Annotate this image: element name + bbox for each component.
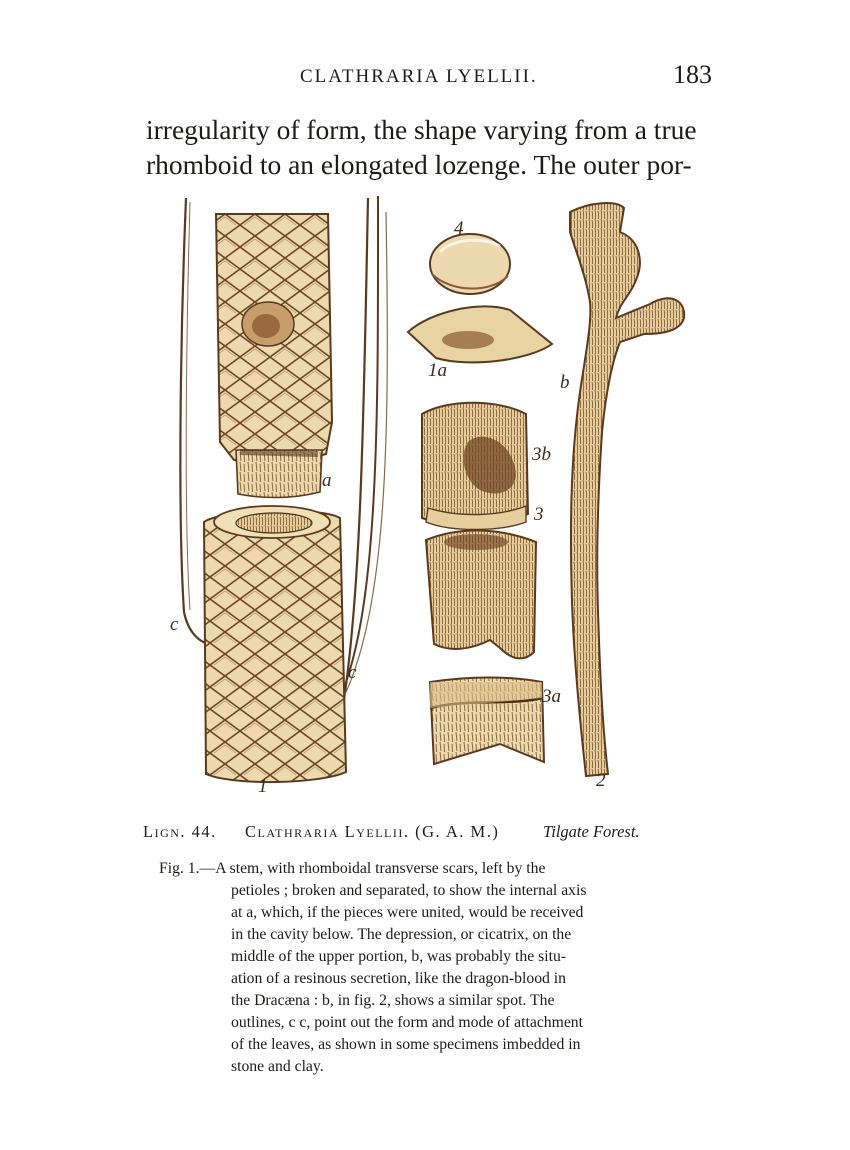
caption-lign: Lign. 44.	[143, 822, 217, 841]
description-line: stone and clay.	[231, 1058, 324, 1075]
figure-caption	[143, 822, 703, 846]
caption-species: Clathraria Lyellii. (G. A. M.)	[245, 822, 500, 841]
page-number: 183	[673, 60, 712, 89]
description-line: of the leaves, as shown in some specimens imbedded in	[231, 1036, 581, 1053]
description-line: middle of the upper portion, b, was probably the situ-	[231, 948, 567, 965]
description-line: ation of a resinous secretion, like the dragon-blood in	[231, 970, 567, 987]
stem-lower-piece	[204, 511, 346, 782]
fossil-illustration	[150, 192, 710, 802]
description-line: the Dracæna : b, in fig. 2, shows a similar spot. The	[231, 992, 555, 1009]
fig3a-label: 3a	[542, 686, 561, 707]
body-line: rhomboid to an elongated lozenge. The outer por-	[146, 149, 692, 180]
fig3b-label: 3b	[532, 444, 551, 465]
fig2-branching-stem	[570, 203, 684, 776]
description-line: at a, which, if the pieces were united, would be received	[231, 904, 584, 921]
running-head	[140, 60, 720, 96]
fig4-label: 4	[454, 218, 464, 239]
illustration-plate	[150, 192, 710, 802]
description-line: in the cavity below. The depression, or cicatrix, on the	[231, 926, 572, 943]
fig1-label: 1	[258, 776, 268, 797]
caption-locality: Tilgate Forest.	[543, 822, 640, 841]
fig-b-label: b	[560, 372, 570, 393]
running-title: CLATHRARIA LYELLII.	[300, 66, 538, 87]
fig2-label: 2	[596, 770, 606, 791]
fig-a-label: a	[322, 470, 332, 491]
description-line: petioles ; broken and separated, to show the internal axis	[231, 882, 587, 899]
fig3-label: 3	[534, 504, 544, 525]
body-text	[146, 112, 714, 182]
fig-c-left-label: c	[170, 614, 179, 635]
description-line: outlines, c c, point out the form and mode of attachment	[231, 1014, 584, 1031]
fig-c-right-label: c	[348, 662, 357, 683]
body-line: irregularity of form, the shape varying from a true	[146, 114, 697, 145]
fig4-oval	[430, 234, 510, 294]
fig1a-label: 1a	[428, 360, 447, 381]
description-line: Fig. 1.—A stem, with rhomboidal transverse scars, left by the	[159, 860, 546, 877]
figure-description	[159, 858, 659, 1078]
